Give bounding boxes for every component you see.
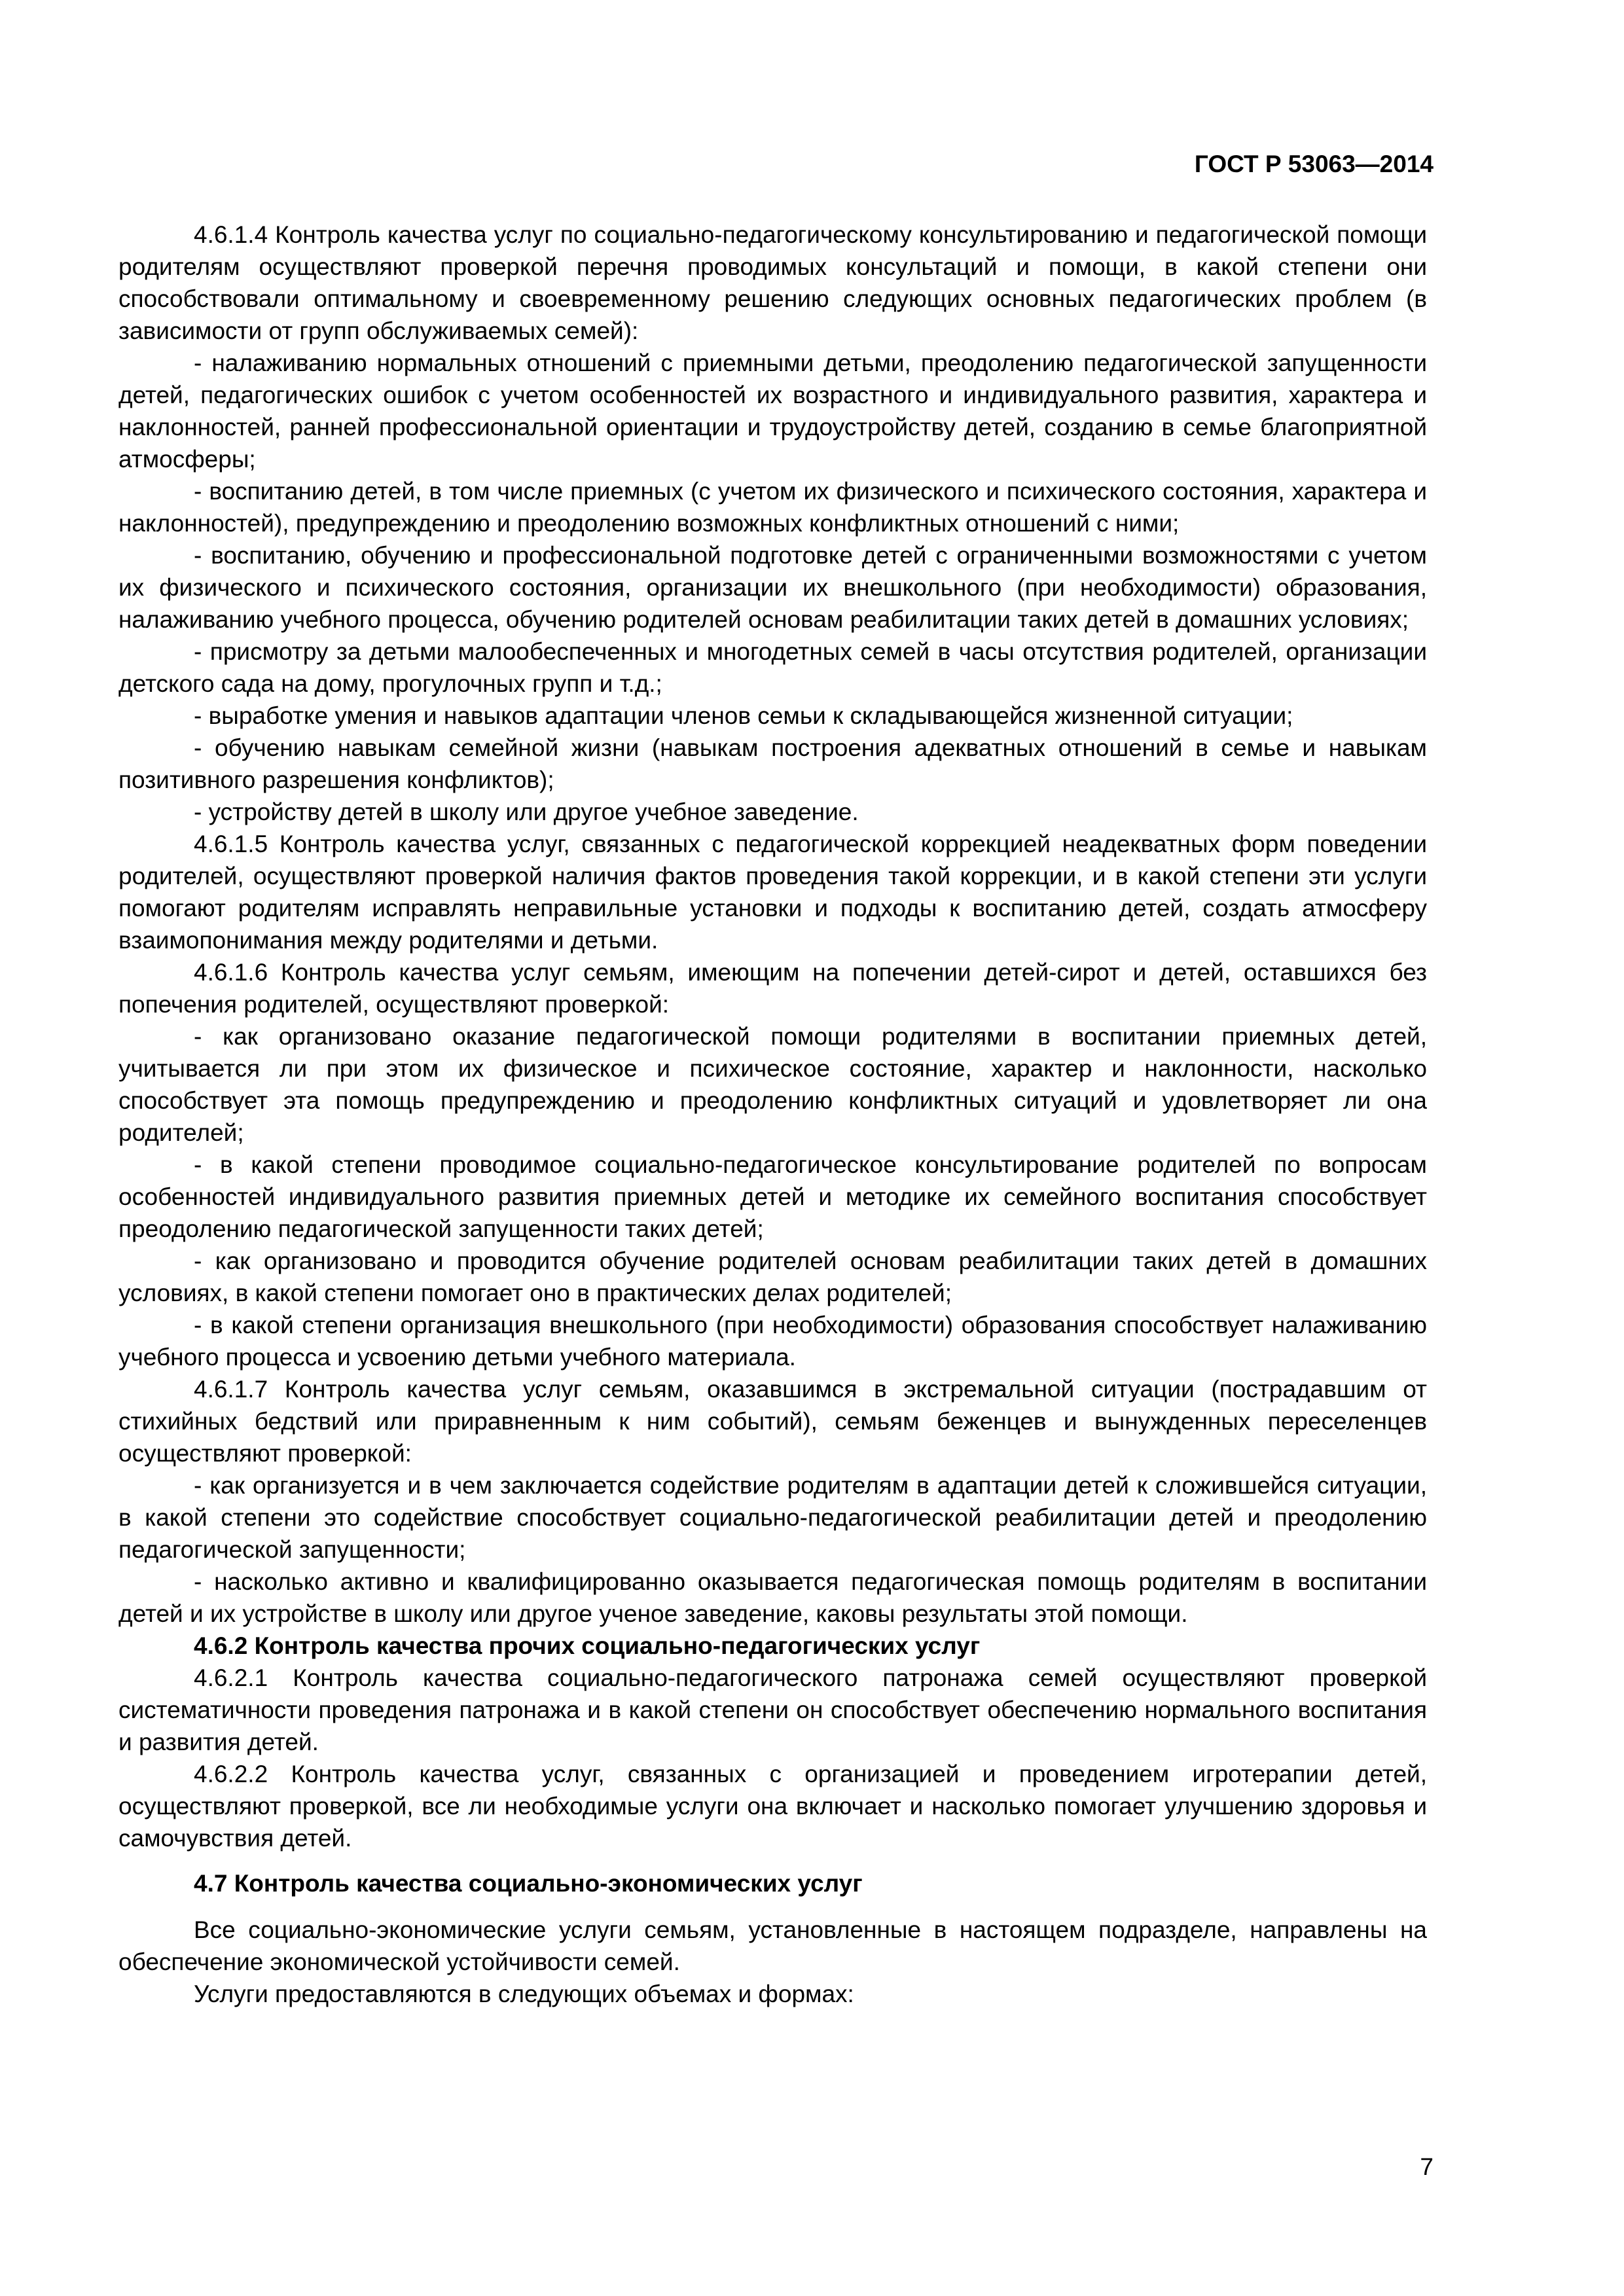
list-item: - в какой степени организация внешкольного (при необходимости) образования способствует налаживанию учебного процесса и усвоению детьми учебного материала.	[118, 1312, 1427, 1371]
paragraph-4-6-2-2: 4.6.2.2 Контроль качества услуг, связанных с организацией и проведением игротерапии детей, осуществляют проверкой, все ли необходимые услуги она включает и насколько помогает улучшению здоровья и самочувствия детей.	[118, 1761, 1427, 1852]
list-item: - как организовано и проводится обучение родителей основам реабилитации таких детей в домашних условиях, в какой степени помогает оно в практических делах родителей;	[118, 1247, 1427, 1306]
list-item: - присмотру за детьми малообеспеченных и многодетных семей в часы отсутствия родителей, организации детского сада на дому, прогулочных групп и т.д.;	[118, 638, 1427, 697]
paragraph-4-7-forms: Услуги предоставляются в следующих объемах и формах:	[194, 1981, 854, 2007]
list-item: - выработке умения и навыков адаптации членов семьи к складывающейся жизненной ситуации;	[194, 702, 1293, 729]
list-item: - обучению навыкам семейной жизни (навыкам построения адекватных отношений в семье и навыкам позитивного разрешения конфликтов);	[118, 734, 1427, 793]
paragraph-4-6-1-4: 4.6.1.4 Контроль качества услуг по социально-педагогическому консультированию и педагогической помощи родителям осуществляют проверкой перечня проводимых консультаций и помощи, в какой степени они способствовали оптимальному и своевременному решению следующих основных педагогических проблем (в зависимости от групп обслуживаемых семей):	[118, 221, 1427, 344]
list-item: - в какой степени проводимое социально-педагогическое консультирование родителей по вопросам особенностей индивидуального развития приемных детей и методике их семейного воспитания способствует преодолению педагогической запущенности таких детей;	[118, 1151, 1427, 1242]
document-standard-id: ГОСТ Р 53063—2014	[1194, 151, 1434, 177]
list-item: - воспитанию, обучению и профессиональной подготовке детей с ограниченными возможностями с учетом их физического и психического состояния, организации их внешкольного (при необходимости) образования, налаживанию учебного процесса, обучению родителей основам реабилитации таких детей в домашних условиях;	[118, 542, 1427, 633]
paragraph-4-7-intro: Все социально-экономические услуги семьям, установленные в настоящем подразделе, направлены на обеспечение экономической устойчивости семей.	[118, 1916, 1427, 1975]
paragraph-4-6-1-5: 4.6.1.5 Контроль качества услуг, связанных с педагогической коррекцией неадекватных форм поведении родителей, осуществляют проверкой наличия фактов проведения такой коррекции, и в какой степени эти услуги помогают родителям исправлять неправильные установки и подходы к воспитанию детей, создать атмосферу взаимопонимания между родителями и детьми.	[118, 831, 1427, 954]
list-item: - воспитанию детей, в том числе приемных (с учетом их физического и психического состояния, характера и наклонностей), предупреждению и преодолению возможных конфликтных отношений с ними;	[118, 478, 1427, 537]
document-body	[118, 219, 1427, 2010]
paragraph-4-6-2-1: 4.6.2.1 Контроль качества социально-педагогического патронажа семей осуществляют проверкой систематичности проведения патронажа и в какой степени он способствует обеспечению нормального воспитания и развития детей.	[118, 1664, 1427, 1755]
page-number: 7	[1420, 2153, 1434, 2180]
list-item: - как организуется и в чем заключается содействие родителям в адаптации детей к сложившейся ситуации, в какой степени это содействие способствует социально-педагогической реабилитации детей и преодолению педагогической запущенности;	[118, 1472, 1427, 1563]
subsection-heading-4-6-2: 4.6.2 Контроль качества прочих социально-педагогических услуг	[194, 1632, 981, 1659]
list-item: - устройству детей в школу или другое учебное заведение.	[194, 798, 859, 825]
list-item: - налаживанию нормальных отношений с приемными детьми, преодолению педагогической запущенности детей, педагогических ошибок с учетом особенностей их возрастного и индивидуального развития, характера и наклонностей, ранней профессиональной ориентации и трудоустройству детей, созданию в семье благоприятной атмосферы;	[118, 350, 1427, 473]
list-item: - насколько активно и квалифицированно оказывается педагогическая помощь родителям в воспитании детей и их устройстве в школу или другое ученое заведение, каковы результаты этой помощи.	[118, 1568, 1427, 1627]
paragraph-4-6-1-6: 4.6.1.6 Контроль качества услуг семьям, имеющим на попечении детей-сирот и детей, оставшихся без попечения родителей, осуществляют проверкой:	[118, 959, 1427, 1018]
paragraph-4-6-1-7: 4.6.1.7 Контроль качества услуг семьям, оказавшимся в экстремальной ситуации (пострадавшим от стихийных бедствий или приравненным к ним событий), семьям беженцев и вынужденных переселенцев осуществляют проверкой:	[118, 1376, 1427, 1467]
list-item: - как организовано оказание педагогической помощи родителями в воспитании приемных детей, учитывается ли при этом их физическое и психическое состояние, характер и наклонности, насколько способствует эта помощь предупреждению и преодолению конфликтных ситуаций и удовлетворяет ли она родителей;	[118, 1023, 1427, 1146]
section-heading-4-7: 4.7 Контроль качества социально-экономических услуг	[194, 1870, 863, 1897]
